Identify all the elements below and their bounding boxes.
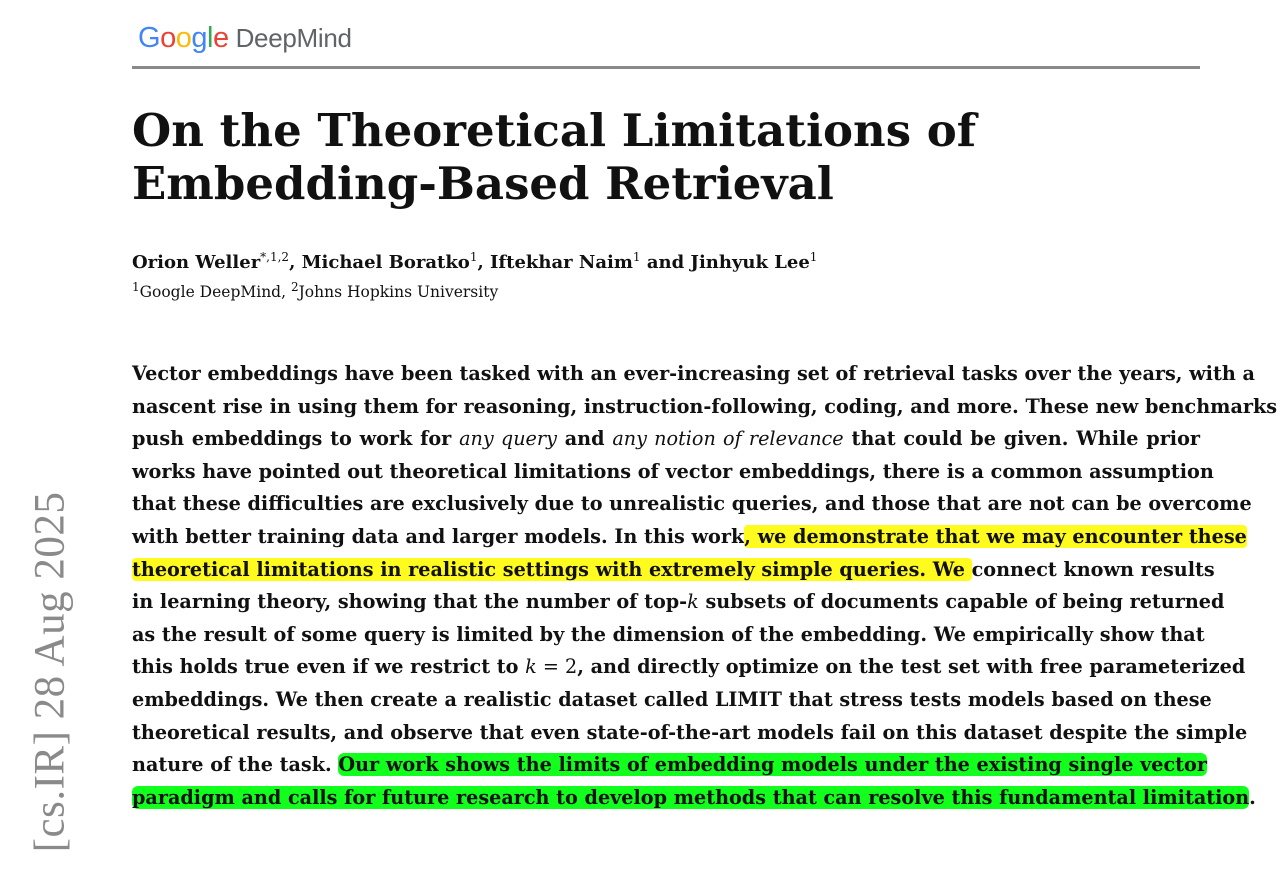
author-affil-mark: 1 bbox=[632, 250, 641, 264]
abstract-line bbox=[132, 554, 1215, 587]
abstract-text: push embeddings to work for bbox=[132, 427, 460, 451]
abstract-text: works have pointed out theoretical limitations of vector embeddings, there is a common assumption bbox=[132, 459, 1214, 483]
abstract-line bbox=[132, 358, 1255, 391]
abstract-text: Vector embeddings have been tasked with an ever-increasing set of retrieval tasks over the years, with a bbox=[132, 362, 1255, 385]
abstract-line bbox=[132, 717, 1248, 750]
abstract-line bbox=[132, 423, 1200, 456]
google-wordmark bbox=[138, 22, 229, 55]
paper-title bbox=[132, 104, 1032, 210]
header-rule bbox=[132, 66, 1200, 69]
abstract-text: as the result of some query is limited by the dimension of the embedding. We empirically show that bbox=[132, 622, 1205, 646]
abstract-text: and bbox=[556, 427, 613, 451]
abstract-text: embeddings. We then create a realistic dataset called LIMIT that stress tests models based on these bbox=[132, 687, 1212, 711]
arxiv-stamp: [cs.IR] 28 Aug 2025 bbox=[26, 491, 74, 853]
abstract-line bbox=[132, 749, 1207, 782]
affil-name: Google DeepMind bbox=[139, 283, 282, 301]
google-letter: e bbox=[212, 22, 229, 54]
highlight-green: paradigm and calls for future research to develop methods that can resolve this fundamental limitation bbox=[132, 785, 1250, 809]
author-name: Orion Weller bbox=[132, 252, 261, 273]
author-name: Jinhyuk Lee bbox=[690, 252, 810, 273]
affil-mark: 1 bbox=[132, 279, 140, 294]
highlight-yellow: , we demonstrate that we may encounter these bbox=[744, 524, 1247, 548]
abstract-text: nascent rise in using them for reasoning, instruction-following, coding, and more. These new benchmarks bbox=[132, 394, 1278, 418]
abstract-text: , and directly optimize on the test set with free parameterized bbox=[577, 655, 1246, 679]
abstract-text: theoretical results, and observe that even state-of-the-art models fail on this dataset despite the simple bbox=[132, 720, 1248, 744]
abstract-line bbox=[132, 586, 1225, 619]
author-affil-mark: 1 bbox=[469, 250, 478, 264]
emphasis-text: any notion of relevance bbox=[612, 427, 844, 451]
highlight-green: Our work shows the limits of embedding models under the existing single vector bbox=[338, 753, 1207, 777]
google-letter: o bbox=[160, 22, 176, 54]
abstract-text: connect known results bbox=[971, 557, 1215, 581]
abstract-line bbox=[132, 521, 1247, 554]
math-text: = 2 bbox=[536, 655, 578, 679]
google-letter: G bbox=[138, 22, 161, 54]
abstract-line bbox=[132, 391, 1278, 424]
highlight-yellow: theoretical limitations in realistic settings with extremely simple queries. We bbox=[132, 557, 972, 581]
abstract-line bbox=[132, 488, 1252, 521]
google-letter: l bbox=[206, 22, 213, 54]
abstract-line bbox=[132, 782, 1256, 815]
deepmind-wordmark: DeepMind bbox=[235, 23, 352, 53]
affil-mark: 2 bbox=[290, 279, 299, 294]
author-name: Michael Boratko bbox=[301, 252, 470, 273]
abstract-text: nature of the task. bbox=[132, 753, 339, 777]
affiliation-list: $^1$Google DeepMind, $^2$Johns Hopkins University bbox=[132, 279, 499, 301]
abstract-text: subsets of documents capable of being returned bbox=[698, 590, 1225, 614]
abstract-line bbox=[132, 619, 1205, 652]
title-line: Embedding-Based Retrieval bbox=[132, 157, 834, 210]
author-list: Orion Weller$^{*,1,2}$, Michael Boratko$^1$, Iftekhar Naim$^1$ and Jinhyuk Lee$^1$ bbox=[132, 250, 818, 273]
emphasis-text: any query bbox=[459, 427, 557, 451]
abstract-line bbox=[132, 456, 1214, 489]
abstract bbox=[132, 358, 1278, 814]
abstract-text: this holds true even if we restrict to bbox=[132, 655, 526, 679]
abstract-line bbox=[132, 684, 1212, 717]
title-line: On the Theoretical Limitations of bbox=[132, 104, 977, 157]
google-letter: g bbox=[191, 22, 207, 54]
author-affil-mark: 1 bbox=[809, 250, 818, 264]
author-name: Iftekhar Naim bbox=[490, 252, 633, 273]
google-letter: o bbox=[175, 22, 192, 54]
abstract-text: that could be given. While prior bbox=[843, 427, 1200, 451]
abstract-text: in learning theory, showing that the number of top- bbox=[132, 590, 688, 614]
abstract-text: with better training data and larger models. In this work bbox=[132, 524, 745, 548]
author-affil-mark: *,1,2 bbox=[260, 250, 290, 264]
google-deepmind-logo bbox=[138, 22, 352, 62]
math-text: k bbox=[525, 655, 537, 679]
abstract-text: that these difficulties are exclusively due to unrealistic queries, and those that are not can be overcome bbox=[132, 492, 1252, 516]
math-text: k bbox=[687, 590, 699, 614]
abstract-text: . bbox=[1249, 785, 1256, 809]
abstract-line bbox=[132, 651, 1246, 684]
affil-name: Johns Hopkins University bbox=[298, 283, 499, 301]
